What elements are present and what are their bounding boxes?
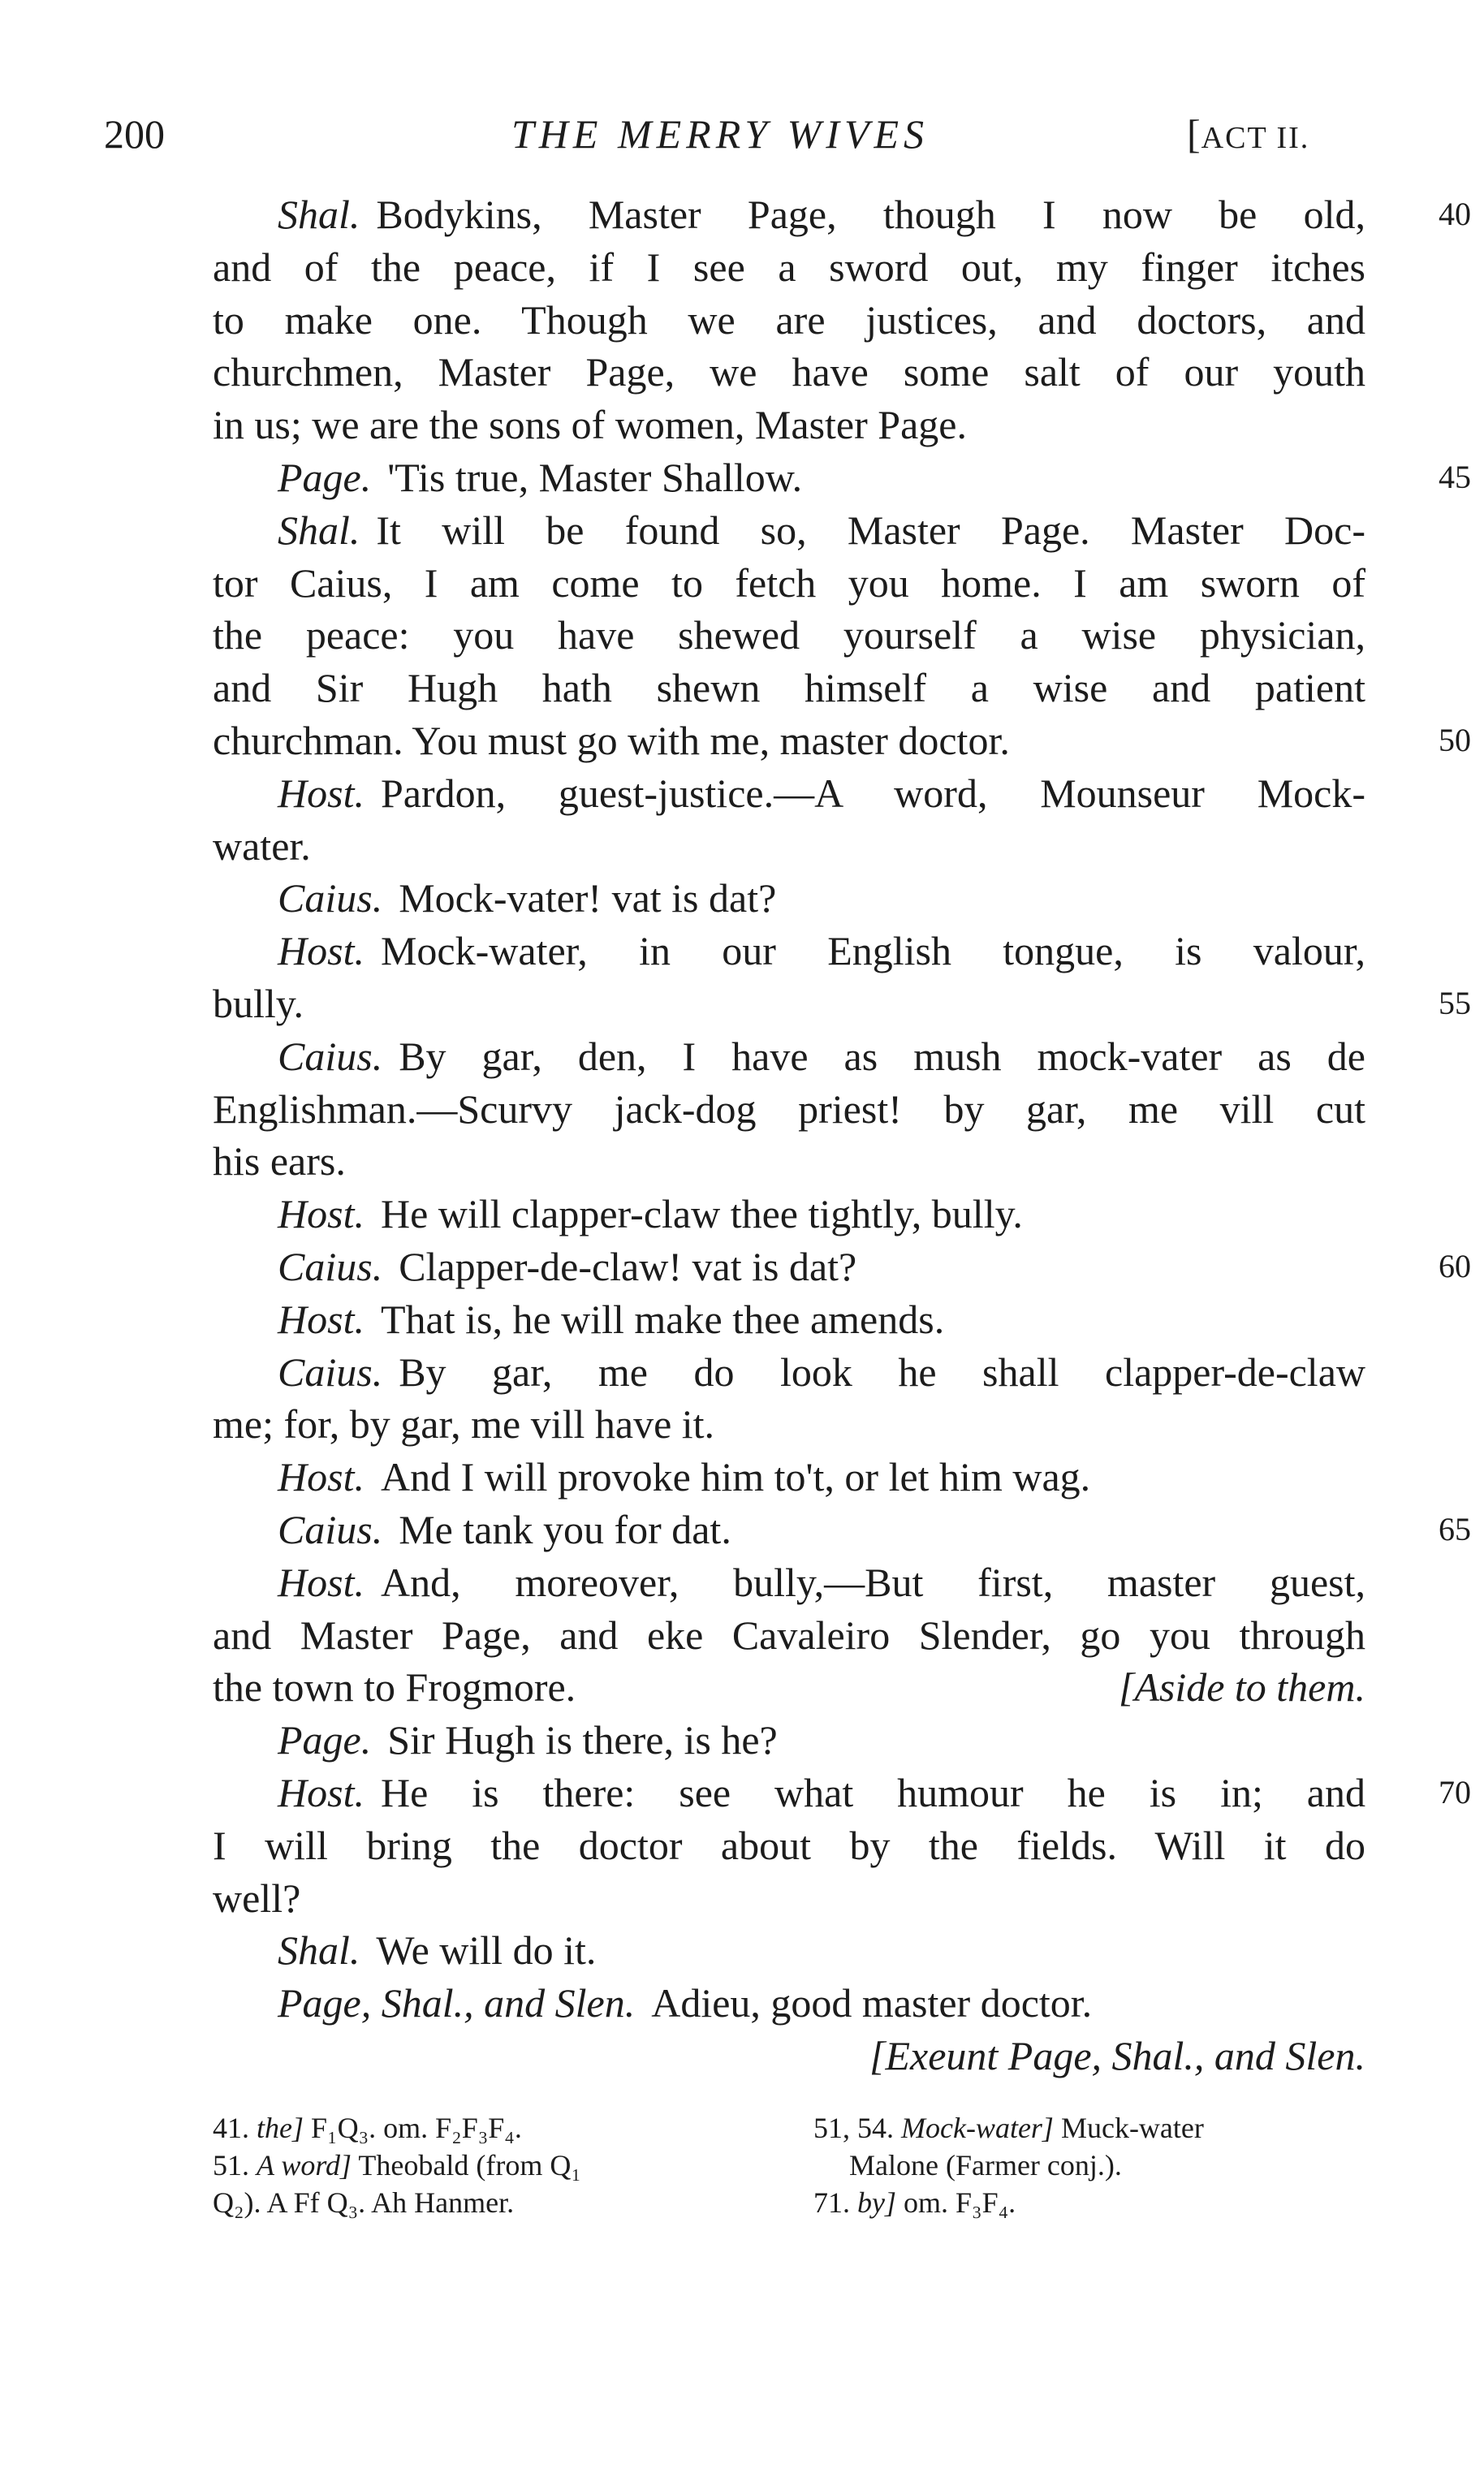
line-content — [213, 662, 1365, 714]
speaker-name: Caius. — [278, 1506, 383, 1552]
speech-text: And I will provoke him to't, or let him wag. — [380, 1454, 1091, 1500]
line-content — [213, 2030, 1365, 2082]
text-line — [213, 714, 1471, 767]
line-content — [213, 1609, 1365, 1662]
line-content — [213, 1556, 1365, 1609]
note-line-ref: 41. — [213, 2112, 249, 2144]
speaker-name: Page. — [278, 454, 372, 500]
line-content — [213, 1819, 1365, 1872]
speech-text: I will bring the doctor about by the fields. Will it do — [213, 1822, 1365, 1868]
act-label: ACT II. — [1201, 121, 1310, 155]
speech-text: It will be found so, Master Page. Master Doc- — [376, 507, 1365, 553]
note-text: Malone (Farmer conj.). — [849, 2149, 1122, 2181]
line-content — [213, 1714, 1365, 1767]
speech-text: bully. — [213, 980, 304, 1026]
speaker-name: Host. — [278, 1454, 365, 1500]
note-line — [813, 2184, 1365, 2221]
text-line — [213, 1293, 1365, 1346]
speech-text: the peace: you have shewed yourself a wise physician, — [213, 612, 1365, 658]
note-text: Muck-water — [1060, 2112, 1204, 2144]
speaker-name: Page, Shal., and Slen. — [278, 1980, 636, 2026]
line-content — [213, 294, 1365, 347]
line-content — [213, 557, 1365, 610]
speech-text: Englishman.—Scurvy jack-dog priest! by gar, me vill cut — [213, 1085, 1365, 1132]
speech-text: Me tank you for dat. — [399, 1506, 731, 1552]
note-text: Q₂). A Ff Q₃. Ah Hanmer. — [213, 2186, 515, 2219]
text-line — [213, 1188, 1365, 1241]
speaker-name: Host. — [278, 928, 365, 974]
text-line — [213, 1819, 1365, 1872]
text-line — [213, 399, 1365, 451]
speech-text: and of the peace, if I see a sword out, my finger itches — [213, 244, 1365, 290]
play-text — [213, 188, 1471, 2082]
text-line — [213, 1609, 1365, 1662]
line-content — [213, 1398, 1365, 1451]
text-line — [213, 662, 1365, 714]
speech-text: 'Tis true, Master Shallow. — [387, 454, 803, 500]
text-line — [213, 1767, 1471, 1819]
speaker-name: Shal. — [278, 507, 360, 553]
text-line — [213, 294, 1365, 347]
line-content — [213, 820, 1365, 873]
line-content — [213, 1767, 1365, 1819]
stage-direction: [Aside to them. — [1118, 1664, 1365, 1711]
speaker-name: Host. — [278, 1296, 365, 1342]
note-line — [813, 2109, 1365, 2147]
text-line — [213, 609, 1365, 662]
line-content — [213, 714, 1365, 767]
note-line-ref: 51. — [213, 2149, 249, 2181]
speech-text: churchman. You must go with me, master doctor. — [213, 717, 1010, 763]
note-lemma: by] — [857, 2186, 896, 2219]
text-line — [213, 1504, 1471, 1556]
line-content — [213, 1293, 1365, 1346]
line-content — [213, 1135, 1365, 1188]
line-number: 60 — [1439, 1247, 1471, 1284]
note-line-ref: 51, 54. — [813, 2112, 894, 2144]
note-text: om. F₃F₄. — [904, 2186, 1016, 2219]
text-line — [213, 925, 1365, 977]
note-text: F₁Q₃. om. F₂F₃F₄. — [311, 2112, 522, 2144]
speaker-name: Caius. — [278, 1349, 383, 1395]
text-line — [213, 1135, 1365, 1188]
text-line — [213, 767, 1365, 820]
speech-text: and Sir Hugh hath shewn himself a wise and patient — [213, 665, 1365, 711]
speaker-name: Page. — [278, 1717, 372, 1763]
speech-text: the town to Frogmore. — [213, 1664, 576, 1711]
line-content — [213, 925, 1365, 977]
note-text: Theobald (from Q₁ — [358, 2149, 581, 2181]
speech-text: By gar, den, I have as mush mock-vater as de — [399, 1033, 1365, 1079]
speaker-name: Host. — [278, 770, 365, 816]
line-content — [213, 1030, 1365, 1083]
speech-text: me; for, by gar, me vill have it. — [213, 1401, 715, 1448]
speech-text: Adieu, good master doctor. — [651, 1980, 1093, 2026]
text-line — [213, 1241, 1471, 1293]
line-content — [213, 1346, 1365, 1399]
line-content — [213, 346, 1365, 399]
speech-text: churchmen, Master Page, we have some salt of our youth — [213, 349, 1365, 395]
line-content — [213, 1661, 1365, 1714]
text-line — [213, 451, 1471, 504]
note-line — [213, 2109, 781, 2147]
note-lemma: Mock-water] — [901, 2112, 1054, 2144]
speaker-name: Caius. — [278, 1033, 383, 1079]
line-content — [213, 1872, 1365, 1925]
line-content — [213, 504, 1365, 557]
note-lemma: A word] — [257, 2149, 352, 2181]
line-number: 50 — [1439, 721, 1471, 758]
speaker-name: Host. — [278, 1191, 365, 1237]
speaker-name: Shal. — [278, 1927, 360, 1974]
speech-text: and Master Page, and eke Cavaleiro Slender, go you through — [213, 1612, 1365, 1658]
line-number: 45 — [1439, 458, 1471, 495]
text-line — [213, 346, 1365, 399]
notes-left-column — [213, 2109, 781, 2221]
line-content — [213, 241, 1365, 294]
text-line — [213, 241, 1365, 294]
text-line — [213, 188, 1471, 241]
note-line-ref: 71. — [813, 2186, 850, 2219]
line-content — [213, 1977, 1365, 2030]
line-number: 55 — [1439, 984, 1471, 1021]
text-line — [213, 820, 1365, 873]
text-line — [213, 557, 1365, 610]
line-content — [213, 1188, 1365, 1241]
speaker-name: Shal. — [278, 192, 360, 237]
note-line — [213, 2147, 781, 2184]
running-title: THE MERRY WIVES — [511, 111, 930, 157]
speech-text: in us; we are the sons of women, Master Page. — [213, 402, 967, 448]
note-line — [813, 2147, 1365, 2184]
text-line — [213, 977, 1471, 1030]
text-line — [213, 1346, 1365, 1399]
note-lemma: the] — [257, 2112, 304, 2144]
speech-text: We will do it. — [376, 1927, 597, 1974]
line-content — [213, 1241, 1365, 1293]
speech-text: By gar, me do look he shall clapper-de-claw — [399, 1349, 1365, 1395]
speaker-name: Host. — [278, 1769, 365, 1815]
act-marker — [1187, 106, 1309, 162]
speech-text: Mock-water, in our English tongue, is valour, — [380, 928, 1365, 974]
speech-text: to make one. Though we are justices, and doctors, and — [213, 296, 1365, 343]
line-number: 65 — [1439, 1510, 1471, 1547]
text-line — [213, 1083, 1365, 1136]
speech-text: water. — [213, 822, 311, 869]
text-line — [213, 1398, 1365, 1451]
line-content — [213, 767, 1365, 820]
text-line — [213, 1872, 1365, 1925]
text-line — [213, 2030, 1365, 2082]
speech-text: well? — [213, 1875, 301, 1921]
speaker-name: Caius. — [278, 875, 383, 921]
line-content — [213, 977, 1365, 1030]
line-number: 40 — [1439, 196, 1471, 232]
speech-text: Bodykins, Master Page, though I now be old, — [376, 192, 1365, 237]
text-line — [213, 504, 1365, 557]
text-line — [213, 1924, 1365, 1977]
line-content — [213, 1504, 1365, 1556]
line-content — [213, 399, 1365, 451]
speech-text: He will clapper-claw thee tightly, bully. — [380, 1191, 1023, 1237]
speech-text: And, moreover, bully,—But first, master guest, — [380, 1559, 1365, 1605]
text-line — [213, 1556, 1365, 1609]
speech-text: Pardon, guest-justice.—A word, Mounseur Mock- — [380, 770, 1365, 816]
line-content — [213, 451, 1365, 504]
speech-text: Mock-vater! vat is dat? — [399, 875, 777, 921]
line-content — [213, 1924, 1365, 1977]
line-content — [213, 188, 1365, 241]
line-content — [213, 1451, 1365, 1504]
line-content — [213, 872, 1365, 925]
notes-right-column — [813, 2109, 1365, 2221]
speech-text: his ears. — [213, 1138, 346, 1185]
speech-text: Clapper-de-claw! vat is dat? — [399, 1243, 857, 1289]
note-line — [213, 2184, 781, 2221]
text-line — [213, 1714, 1365, 1767]
page-number: 200 — [104, 111, 165, 157]
act-bracket: [ — [1187, 111, 1201, 157]
line-content — [213, 609, 1365, 662]
text-line — [213, 1977, 1365, 2030]
text-line — [213, 872, 1365, 925]
speech-text: That is, he will make thee amends. — [380, 1296, 945, 1342]
text-line — [213, 1030, 1365, 1083]
text-line — [213, 1661, 1365, 1714]
text-line — [213, 1451, 1365, 1504]
speaker-name: Host. — [278, 1559, 365, 1605]
speech-text: He is there: see what humour he is in; and — [380, 1769, 1365, 1815]
speech-text: Sir Hugh is there, is he? — [387, 1717, 778, 1763]
stage-direction: [Exeunt Page, Shal., and Slen. — [869, 2032, 1365, 2078]
speaker-name: Caius. — [278, 1243, 383, 1289]
speech-text: tor Caius, I am come to fetch you home. I am sworn of — [213, 559, 1365, 606]
line-content — [213, 1083, 1365, 1136]
line-number: 70 — [1439, 1773, 1471, 1810]
